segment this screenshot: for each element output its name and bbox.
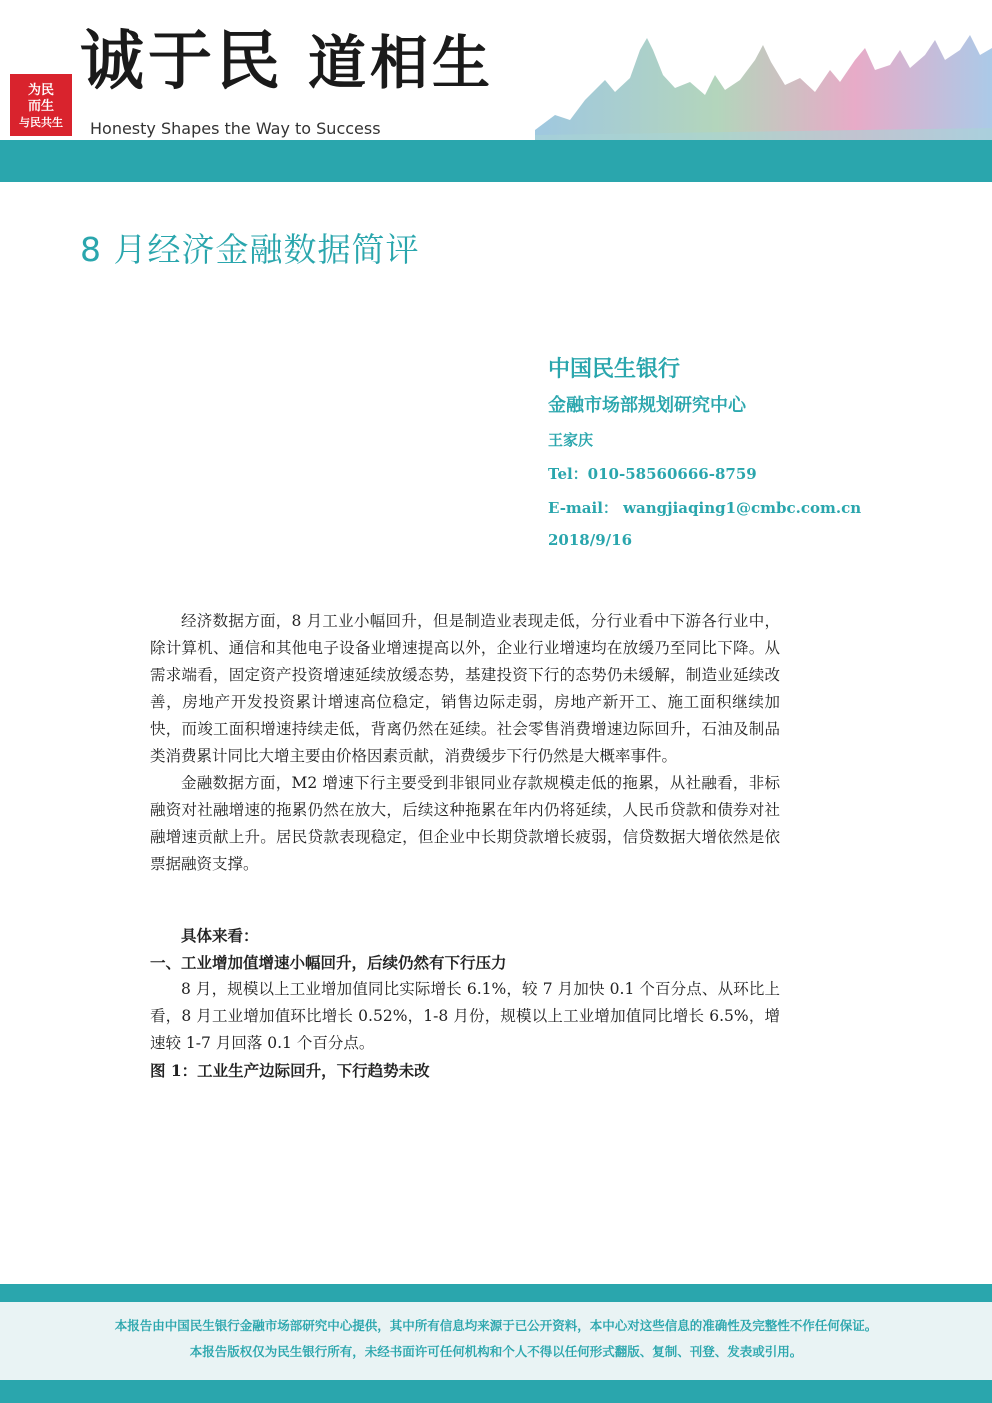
footer-band-bottom (0, 1380, 992, 1403)
footer-disclaimer-1: 本报告由中国民生银行金融市场部研究中心提供，其中所有信息均来源于已公开资料，本中心对这些信息的准确性及完整性不作任何保证。 (114, 1318, 878, 1333)
author-tel: Tel：010-58560666-8759 (548, 465, 757, 483)
department-name: 金融市场部规划研究中心 (548, 395, 746, 416)
figure-1-caption: 图 1：工业生产边际回升，下行趋势未改 (150, 1061, 430, 1080)
city-skyline-illustration (535, 20, 992, 140)
svg-text:为民: 为民 (27, 83, 55, 98)
author-info-block (548, 352, 861, 562)
footer-band-top (0, 1284, 992, 1302)
slogan-english: Honesty Shapes the Way to Success (90, 119, 381, 138)
author-name: 王家庆 (548, 431, 594, 449)
slogan-calligraphy (80, 10, 494, 102)
section-1-heading: 一、工业增加值增速小幅回升，后续仍然有下行压力 (150, 953, 507, 972)
report-title: 8 月经济金融数据简评 (80, 230, 420, 269)
page-header (0, 0, 992, 182)
report-body (150, 608, 780, 878)
slogan-cn-1: 诚于民 (80, 24, 284, 99)
paragraph-economic: 经济数据方面，8 月工业小幅回升，但是制造业表现走低，分行业看中下游各行业中，除计算机、通信和其他电子设备业增速提高以外，企业行业增速均在放缓乃至同比下降。从需求端看，固定资产投资增速延续放缓态势，基建投资下行的态势仍未缓解，制造业延续改善，房地产开发投资累计增速高位稳定，销售边际走弱，房地产新开工、施工面积继续加快，而竣工面积增速持续走低，背离仍然在延续。社会零售消费增速边际回升，石油及制品类消费累计同比大增主要由价格因素贡献，消费缓步下行仍然是大概率事件。 (150, 612, 780, 765)
svg-text:而生: 而生 (27, 99, 55, 114)
report-date: 2018/9/16 (548, 531, 633, 549)
paragraph-financial: 金融数据方面，M2 增速下行主要受到非银同业存款规模走低的拖累，从社融看，非标融资对社融增速的拖累仍然在放大，后续这种拖累在年内仍将延续，人民币贷款和债券对社融增速贡献上升。居民贷款表现稳定，但企业中长期贷款增长疲弱，信贷数据大增依然是依票据融资支撑。 (150, 774, 780, 873)
slogan-cn-2: 道相生 (308, 29, 495, 97)
specific-heading: 具体来看： (181, 926, 259, 945)
footer-disclaimer-area (0, 1302, 992, 1380)
footer-disclaimer-2: 本报告版权仅为民生银行所有，未经书面许可任何机构和个人不得以任何形式翻版、复制、刊登、发表或引用。 (189, 1344, 803, 1359)
report-body-section (150, 922, 780, 1084)
cmbc-logo (10, 74, 72, 136)
bank-name: 中国民生银行 (548, 357, 681, 382)
header-band (0, 140, 992, 182)
author-email: E-mail： wangjiaqing1@cmbc.com.cn (548, 499, 862, 517)
paragraph-industrial: 8 月，规模以上工业增加值同比实际增长 6.1%，较 7 月加快 0.1 个百分点、从环比上看，8 月工业增加值环比增长 0.52%，1-8 月份，规模以上工业增加值同比增长 6.5%，增速较 1-7 月回落 0.1 个百分点。 (150, 980, 780, 1052)
svg-text:与民共生: 与民共生 (19, 116, 63, 129)
